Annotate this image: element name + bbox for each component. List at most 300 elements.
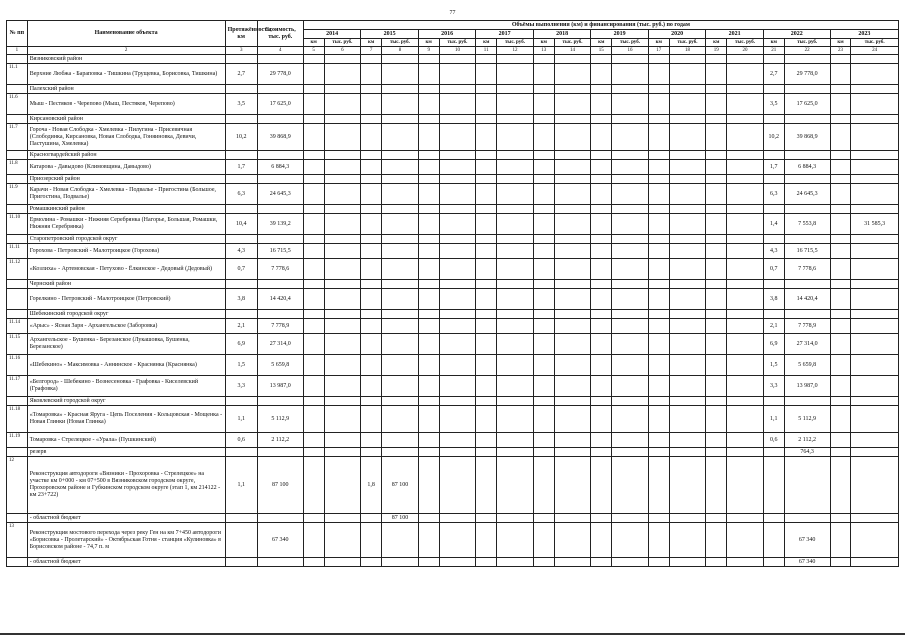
year-rub-cell: [497, 151, 534, 160]
year-rub-cell: [727, 205, 764, 214]
year-km-cell: [418, 151, 439, 160]
row-number: 11.17: [7, 376, 28, 397]
year-rub-cell: [784, 205, 830, 214]
year-km-cell: [418, 160, 439, 175]
year-km-cell: [476, 334, 497, 355]
row-number: 11.19: [7, 433, 28, 448]
year-km-cell: [476, 184, 497, 205]
year-km-cell: [361, 558, 382, 567]
year-rub-cell: 67 340: [784, 523, 830, 558]
object-name: Верхние Любжа - Бараповка - Тишкина (Трущевка, Борисовка, Тишкина): [27, 64, 225, 85]
year-rub-cell: [669, 214, 706, 235]
year-km-cell: [476, 523, 497, 558]
year-rub-cell: [851, 406, 899, 433]
header-year: 2018: [533, 30, 591, 39]
header-unit-km: км: [361, 39, 382, 47]
year-km-cell: [533, 244, 554, 259]
year-km-cell: [303, 523, 324, 558]
year-rub-cell: [612, 85, 649, 94]
year-km-cell: [533, 214, 554, 235]
year-rub-cell: [784, 310, 830, 319]
row-number: [7, 310, 28, 319]
year-km-cell: [418, 94, 439, 115]
year-km-cell: [476, 244, 497, 259]
year-rub-cell: 17 625,0: [784, 94, 830, 115]
year-km-cell: [763, 175, 784, 184]
year-rub-cell: [612, 457, 649, 514]
year-km-cell: [591, 115, 612, 124]
year-km-cell: [303, 448, 324, 457]
year-km-cell: [648, 160, 669, 175]
object-name: Приозерский район: [27, 175, 225, 184]
year-rub-cell: 16 715,5: [784, 244, 830, 259]
year-rub-cell: [727, 214, 764, 235]
year-km-cell: [591, 175, 612, 184]
year-km-cell: [361, 334, 382, 355]
year-rub-cell: [324, 64, 361, 85]
region-row: [7, 205, 899, 214]
length-cell: 6,3: [225, 184, 257, 205]
year-rub-cell: [554, 457, 591, 514]
year-km-cell: [706, 406, 727, 433]
year-rub-cell: [554, 355, 591, 376]
year-km-cell: [706, 175, 727, 184]
year-rub-cell: [324, 85, 361, 94]
year-rub-cell: [727, 514, 764, 523]
header-unit-km: км: [763, 39, 784, 47]
year-rub-cell: [669, 55, 706, 64]
year-rub-cell: [382, 319, 419, 334]
object-name: Мыш - Пестяков - Черепово (Мыш, Пестяков, Черепово): [27, 94, 225, 115]
year-km-cell: [476, 397, 497, 406]
year-rub-cell: [497, 289, 534, 310]
year-km-cell: [830, 151, 851, 160]
year-rub-cell: [669, 397, 706, 406]
year-rub-cell: [554, 115, 591, 124]
table-row: [7, 64, 899, 85]
year-km-cell: [533, 406, 554, 433]
year-rub-cell: [382, 160, 419, 175]
year-rub-cell: [554, 235, 591, 244]
object-name: «Козлиха» - Артемовская - Петухово - Ёлкинское - Дедовый (Дедовый): [27, 259, 225, 280]
row-number: 11.12: [7, 259, 28, 280]
year-km-cell: [303, 124, 324, 151]
year-km-cell: [418, 115, 439, 124]
year-km-cell: [476, 406, 497, 433]
year-km-cell: [830, 514, 851, 523]
year-km-cell: [648, 310, 669, 319]
object-name: Красногвардейский район: [27, 151, 225, 160]
row-number: 11.18: [7, 406, 28, 433]
region-row: [7, 151, 899, 160]
object-name: - областной бюджет: [27, 558, 225, 567]
year-km-cell: [591, 334, 612, 355]
year-rub-cell: [497, 355, 534, 376]
year-km-cell: [303, 94, 324, 115]
length-cell: 10,4: [225, 214, 257, 235]
header-year: 2015: [361, 30, 419, 39]
length-cell: [225, 514, 257, 523]
year-rub-cell: [727, 160, 764, 175]
year-km-cell: 10,2: [763, 124, 784, 151]
length-cell: 0,6: [225, 433, 257, 448]
year-km-cell: [361, 214, 382, 235]
year-km-cell: [591, 235, 612, 244]
year-rub-cell: [669, 259, 706, 280]
page-bottom-rule: [0, 633, 905, 635]
year-rub-cell: [669, 184, 706, 205]
year-rub-cell: [554, 244, 591, 259]
header-unit-rub: тыс. руб.: [851, 39, 899, 47]
year-km-cell: [303, 55, 324, 64]
year-rub-cell: [727, 151, 764, 160]
year-km-cell: 1,1: [763, 406, 784, 433]
year-rub-cell: [554, 514, 591, 523]
year-km-cell: [763, 205, 784, 214]
year-rub-cell: [669, 280, 706, 289]
year-rub-cell: [669, 558, 706, 567]
column-number-row: [7, 47, 899, 55]
year-km-cell: [533, 514, 554, 523]
column-number: 18: [669, 47, 706, 55]
header-unit-rub: тыс. руб.: [324, 39, 361, 47]
row-number: [7, 558, 28, 567]
header-unit-km: км: [533, 39, 554, 47]
year-rub-cell: [851, 115, 899, 124]
year-rub-cell: [439, 160, 476, 175]
year-km-cell: [706, 514, 727, 523]
year-rub-cell: [382, 184, 419, 205]
year-rub-cell: [382, 64, 419, 85]
year-rub-cell: [497, 55, 534, 64]
object-name: Кирсановский район: [27, 115, 225, 124]
year-rub-cell: [727, 334, 764, 355]
year-km-cell: [648, 406, 669, 433]
length-cell: 2,7: [225, 64, 257, 85]
table-row: [7, 160, 899, 175]
budget-row: [7, 514, 899, 523]
year-km-cell: [303, 160, 324, 175]
year-km-cell: [303, 310, 324, 319]
year-rub-cell: [439, 406, 476, 433]
cost-cell: 17 625,0: [257, 94, 303, 115]
table-row: [7, 376, 899, 397]
table-row: [7, 289, 899, 310]
year-rub-cell: [497, 175, 534, 184]
year-rub-cell: [612, 355, 649, 376]
table-row: [7, 244, 899, 259]
year-km-cell: [361, 85, 382, 94]
year-km-cell: [533, 523, 554, 558]
year-km-cell: [533, 448, 554, 457]
year-rub-cell: [439, 175, 476, 184]
year-rub-cell: [669, 514, 706, 523]
year-rub-cell: 27 314,0: [784, 334, 830, 355]
year-km-cell: [648, 64, 669, 85]
year-km-cell: [361, 160, 382, 175]
year-rub-cell: [554, 64, 591, 85]
year-km-cell: [476, 124, 497, 151]
year-km-cell: [303, 151, 324, 160]
length-cell: 3,8: [225, 289, 257, 310]
year-rub-cell: [851, 151, 899, 160]
object-name: Гороча - Новая Слободка - Хмелевка - Пилугина - Присевичная (Слободинка, Кирсановка, Новая Слободка, Гоняиновка, Девичи, Пастушина, Хмелевка): [27, 124, 225, 151]
header-unit-rub: тыс. руб.: [497, 39, 534, 47]
header-unit-rub: тыс. руб.: [382, 39, 419, 47]
column-number: 22: [784, 47, 830, 55]
year-km-cell: [591, 558, 612, 567]
year-km-cell: [763, 115, 784, 124]
year-km-cell: 6,3: [763, 184, 784, 205]
length-cell: 2,1: [225, 319, 257, 334]
year-km-cell: [830, 175, 851, 184]
year-rub-cell: [382, 205, 419, 214]
year-rub-cell: [439, 184, 476, 205]
year-km-cell: [533, 280, 554, 289]
year-km-cell: [361, 235, 382, 244]
year-km-cell: [533, 115, 554, 124]
year-km-cell: [418, 355, 439, 376]
cost-cell: [257, 115, 303, 124]
year-km-cell: [706, 160, 727, 175]
cost-cell: 2 112,2: [257, 433, 303, 448]
year-km-cell: [706, 124, 727, 151]
year-rub-cell: [324, 55, 361, 64]
column-number: 9: [418, 47, 439, 55]
year-rub-cell: [612, 523, 649, 558]
year-rub-cell: [669, 124, 706, 151]
year-km-cell: [533, 64, 554, 85]
year-km-cell: [418, 406, 439, 433]
year-km-cell: [476, 175, 497, 184]
object-name: Горохова - Петровский - Малотроицкое (Горохова): [27, 244, 225, 259]
column-number: 10: [439, 47, 476, 55]
year-km-cell: 0,7: [763, 259, 784, 280]
year-rub-cell: [851, 55, 899, 64]
year-rub-cell: [669, 334, 706, 355]
year-rub-cell: [612, 244, 649, 259]
year-rub-cell: [439, 205, 476, 214]
year-rub-cell: [669, 115, 706, 124]
year-rub-cell: [439, 376, 476, 397]
year-rub-cell: [612, 64, 649, 85]
row-number: 11.8: [7, 160, 28, 175]
year-rub-cell: 39 868,9: [784, 124, 830, 151]
header-year: 2022: [763, 30, 830, 39]
year-rub-cell: 7 778,9: [784, 319, 830, 334]
column-number: 24: [851, 47, 899, 55]
cost-cell: [257, 85, 303, 94]
year-rub-cell: [727, 94, 764, 115]
year-rub-cell: [727, 235, 764, 244]
year-km-cell: [418, 289, 439, 310]
cost-cell: [257, 558, 303, 567]
year-rub-cell: [497, 115, 534, 124]
cost-cell: 24 645,3: [257, 184, 303, 205]
year-rub-cell: [612, 433, 649, 448]
year-rub-cell: [851, 514, 899, 523]
year-rub-cell: 67 340: [784, 558, 830, 567]
year-rub-cell: [851, 64, 899, 85]
year-rub-cell: [851, 376, 899, 397]
year-rub-cell: [554, 310, 591, 319]
header-year: 2016: [418, 30, 476, 39]
year-rub-cell: [727, 124, 764, 151]
year-km-cell: [830, 558, 851, 567]
year-km-cell: [476, 151, 497, 160]
year-rub-cell: [497, 94, 534, 115]
year-km-cell: [361, 259, 382, 280]
year-rub-cell: [324, 184, 361, 205]
length-cell: 6,9: [225, 334, 257, 355]
header-num: № пп: [7, 21, 28, 47]
year-rub-cell: [612, 259, 649, 280]
year-rub-cell: [439, 244, 476, 259]
year-rub-cell: [554, 184, 591, 205]
year-km-cell: [361, 175, 382, 184]
year-rub-cell: [784, 457, 830, 514]
header-length: Протяжённость, км: [225, 21, 257, 47]
year-rub-cell: [784, 235, 830, 244]
year-km-cell: [830, 184, 851, 205]
year-rub-cell: [851, 244, 899, 259]
year-rub-cell: [324, 558, 361, 567]
column-number: 21: [763, 47, 784, 55]
year-km-cell: 0,6: [763, 433, 784, 448]
year-rub-cell: [612, 205, 649, 214]
year-rub-cell: [439, 397, 476, 406]
year-km-cell: [303, 175, 324, 184]
table-row: [7, 319, 899, 334]
object-name: Карачи - Новая Слободка - Хмелевка - Подвалье - Пригостина (Большое, Пригостина, Подвалье): [27, 184, 225, 205]
year-rub-cell: [612, 124, 649, 151]
cost-cell: 39 139,2: [257, 214, 303, 235]
year-rub-cell: [497, 184, 534, 205]
length-cell: [225, 175, 257, 184]
region-row: [7, 55, 899, 64]
year-rub-cell: [382, 433, 419, 448]
year-rub-cell: [497, 448, 534, 457]
year-km-cell: [361, 184, 382, 205]
year-rub-cell: [612, 376, 649, 397]
row-number: [7, 175, 28, 184]
year-km-cell: [303, 355, 324, 376]
year-rub-cell: [382, 334, 419, 355]
year-km-cell: [706, 523, 727, 558]
length-cell: [225, 397, 257, 406]
year-rub-cell: 5 659,8: [784, 355, 830, 376]
year-km-cell: [361, 514, 382, 523]
year-km-cell: [591, 319, 612, 334]
year-km-cell: [763, 457, 784, 514]
year-km-cell: [361, 244, 382, 259]
year-km-cell: [706, 558, 727, 567]
year-km-cell: [303, 433, 324, 448]
year-km-cell: [830, 259, 851, 280]
year-km-cell: [763, 85, 784, 94]
year-km-cell: [418, 376, 439, 397]
year-rub-cell: [554, 175, 591, 184]
cost-cell: [257, 205, 303, 214]
year-km-cell: [591, 205, 612, 214]
year-km-cell: [830, 523, 851, 558]
object-name: - областной бюджет: [27, 514, 225, 523]
year-km-cell: [303, 280, 324, 289]
table-row: [7, 259, 899, 280]
year-rub-cell: 7 778,6: [784, 259, 830, 280]
year-rub-cell: [497, 259, 534, 280]
year-rub-cell: [669, 244, 706, 259]
year-km-cell: [476, 310, 497, 319]
object-name: резерв: [27, 448, 225, 457]
year-km-cell: [303, 376, 324, 397]
table-row: [7, 523, 899, 558]
year-km-cell: 2,1: [763, 319, 784, 334]
header-unit-km: км: [706, 39, 727, 47]
year-km-cell: [361, 376, 382, 397]
year-rub-cell: [612, 214, 649, 235]
cost-cell: [257, 514, 303, 523]
year-rub-cell: [324, 523, 361, 558]
year-km-cell: [830, 397, 851, 406]
year-rub-cell: [324, 214, 361, 235]
length-cell: [225, 55, 257, 64]
year-km-cell: [533, 319, 554, 334]
year-km-cell: [706, 289, 727, 310]
year-km-cell: [648, 55, 669, 64]
year-rub-cell: [497, 558, 534, 567]
year-rub-cell: [612, 310, 649, 319]
year-km-cell: [418, 64, 439, 85]
year-km-cell: [706, 448, 727, 457]
year-km-cell: [418, 124, 439, 151]
row-number: [7, 514, 28, 523]
year-km-cell: [533, 259, 554, 280]
cost-cell: 16 715,5: [257, 244, 303, 259]
row-number: [7, 55, 28, 64]
investment-table: [6, 20, 899, 567]
length-cell: [225, 85, 257, 94]
year-rub-cell: [439, 355, 476, 376]
header-unit-km: км: [303, 39, 324, 47]
year-km-cell: [648, 124, 669, 151]
year-rub-cell: [324, 124, 361, 151]
year-km-cell: [476, 94, 497, 115]
object-name: «Шебекино» - Максимовка - Аннинское - Краснянка (Краснянка): [27, 355, 225, 376]
year-km-cell: [361, 319, 382, 334]
row-number: 12: [7, 457, 28, 514]
year-km-cell: [418, 319, 439, 334]
year-rub-cell: [851, 124, 899, 151]
year-rub-cell: 31 585,3: [851, 214, 899, 235]
year-km-cell: 3,5: [763, 94, 784, 115]
object-name: Томаровка - Стрелецкое - «Урала» (Пушкинский): [27, 433, 225, 448]
year-rub-cell: [382, 244, 419, 259]
year-rub-cell: [497, 85, 534, 94]
year-km-cell: [830, 280, 851, 289]
year-rub-cell: [324, 406, 361, 433]
year-km-cell: [648, 94, 669, 115]
object-name: Вязниковский район: [27, 55, 225, 64]
year-km-cell: 1,7: [763, 160, 784, 175]
year-rub-cell: [784, 514, 830, 523]
column-number: 6: [324, 47, 361, 55]
header-cost: Стоимость, тыс. руб.: [257, 21, 303, 47]
year-rub-cell: [612, 289, 649, 310]
year-rub-cell: [612, 94, 649, 115]
year-km-cell: [830, 433, 851, 448]
year-rub-cell: [382, 406, 419, 433]
